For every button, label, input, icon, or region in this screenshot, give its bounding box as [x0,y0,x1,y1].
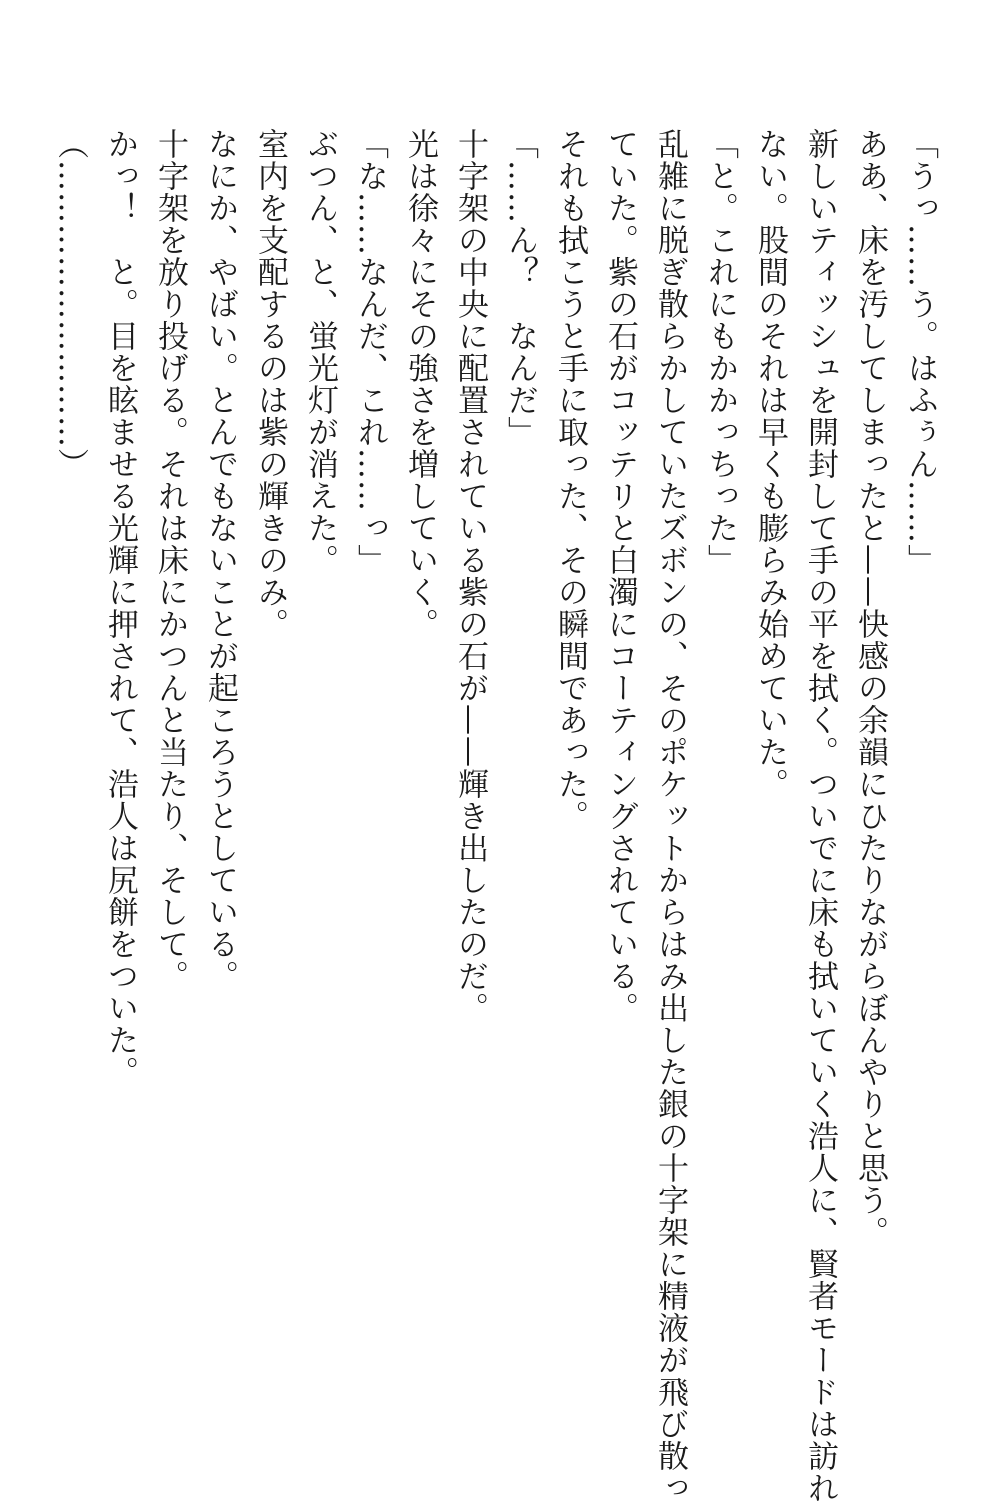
text-line-8: それも拭こうと手に取った、その瞬間であった。 [552,128,588,832]
text-line-12: 「な……なんだ、これ……っ」 [352,128,388,576]
text-line-6: 乱雑に脱ぎ散らかしていたズボンの、そのポケットからはみ出した銀の十字架に精液が飛び散っ [652,128,688,1504]
text-line-1: 「うっ……う。はふぅん……」 [902,128,938,576]
text-line-15: なにか、やばい。とんでもないことが起ころうとしている。 [202,128,238,992]
text-line-16: 十字架を放り投げる。それは床にかつんと当たり、そして。 [152,128,188,992]
text-line-2: ああ、床を汚してしまったと——快感の余韻にひたりながらぼんやりと思う。 [852,128,888,1248]
text-line-10: 十字架の中央に配置されている紫の石が——輝き出したのだ。 [452,128,488,1024]
text-line-4: ない。股間のそれは早くも膨らみ始めていた。 [752,128,788,800]
text-line-17: かっ！ と。目を眩ませる光輝に押されて、浩人は尻餅をついた。 [102,128,138,1088]
text-line-11: 光は徐々にその強さを増していく。 [402,128,438,640]
text-line-14: 室内を支配するのは紫の輝きのみ。 [252,128,288,640]
text-line-18: （………………………） [52,128,88,480]
text-line-3: 新しいティッシュを開封して手の平を拭く。ついでに床も拭いていく浩人に、賢者モードは訪れ [802,128,838,1504]
text-line-5: 「と。これにもかかっちった」 [702,128,738,576]
vertical-text-body [52,128,945,1504]
text-line-7: ていた。紫の石がコッテリと白濁にコーティングされている。 [602,128,638,1024]
text-line-9: 「……ん？ なんだ」 [502,128,538,448]
text-line-13: ぶつん、と、蛍光灯が消えた。 [302,128,338,576]
